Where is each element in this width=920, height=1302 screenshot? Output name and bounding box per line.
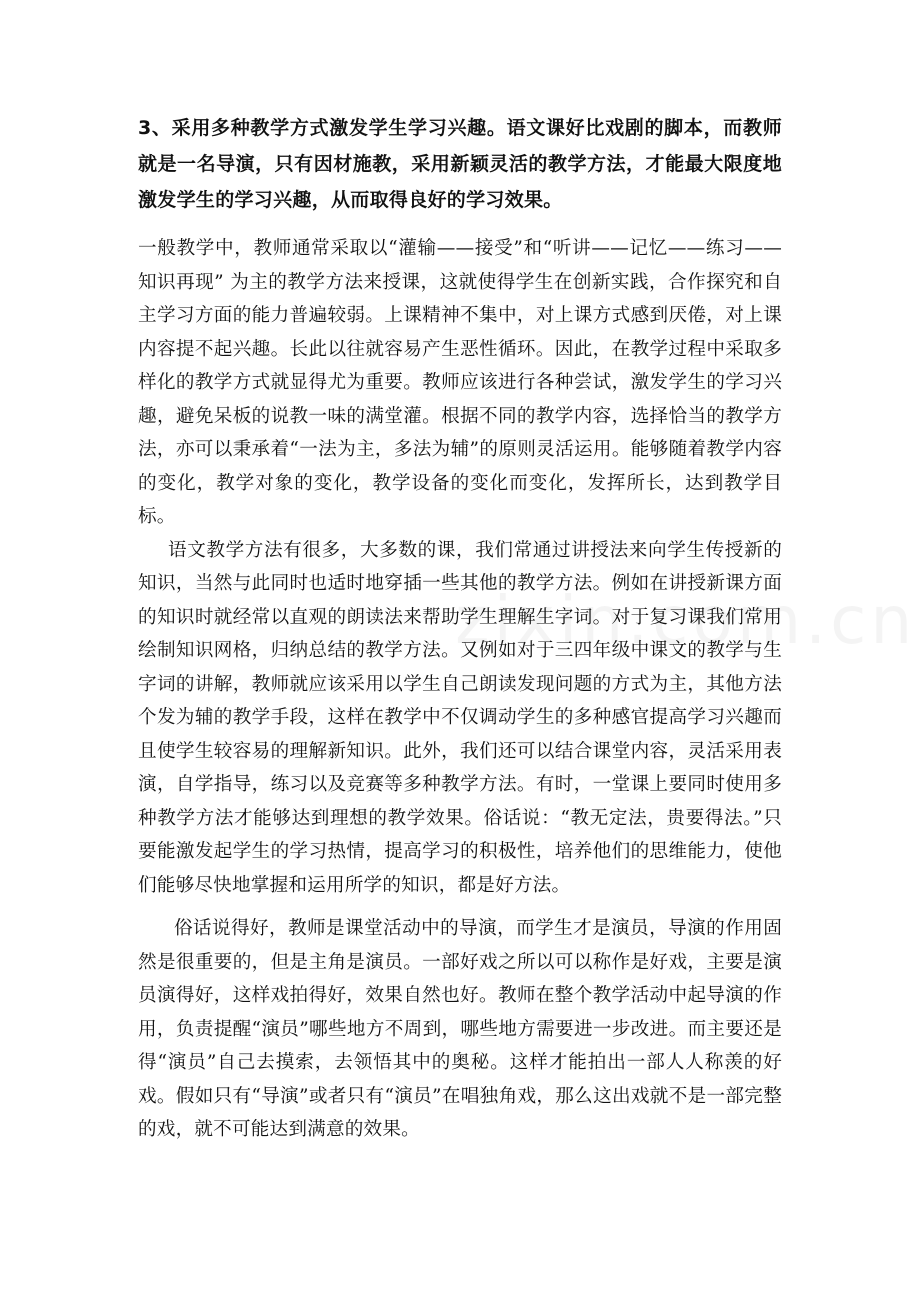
document-page [138,110,782,1147]
section-heading: 3、采用多种教学方式激发学生学习兴趣。语文课好比戏剧的脚本，而教师就是一名导演，只有因材施教，采用新颖灵活的教学方法，才能最大限度地激发学生的学习兴趣，从而取得良好的学习效果。 [138,117,782,211]
paragraph-1: 一般教学中，教师通常采取以“灌输——接受”和“听讲——记忆——练习——知识再现” 为主的教学方法来授课，这就使得学生在创新实践，合作探究和自主学习方面的能力普遍较弱。上课精神不集中，对上课方式感到厌倦，对上课内容提不起兴趣。长此以往就容易产生恶性循环。因此，在教学过程中采取多样化的教学方式就显得尤为重要。教师应该进行各种尝试，激发学生的学习兴趣，避免呆板的说教一味的满堂灌。根据不同的教学内容，选择恰当的教学方法，亦可以秉承着“一法为主，多法为辅”的原则灵活运用。能够随着教学内容的变化，教学对象的变化，教学设备的变化而变化，发挥所长，达到教学目标。 [138,238,782,527]
paragraph-3: 俗话说得好，教师是课堂活动中的导演，而学生才是演员，导演的作用固然是很重要的，但是主角是演员。一部好戏之所以可以称作是好戏，主要是演员演得好，这样戏拍得好，效果自然也好。教师在整个教学活动中起导演的作用，负责提醒“演员”哪些地方不周到，哪些地方需要进一步改进。而主要还是得“演员”自己去摸索，去领悟其中的奥秘。这样才能拍出一部人人称羡的好戏。假如只有“导演”或者只有“演员”在唱独角戏，那么这出戏就不是一部完整的戏，就不可能达到满意的效果。 [138,918,782,1140]
paragraph-2: 语文教学方法有很多，大多数的课，我们常通过讲授法来向学生传授新的知识，当然与此同时也适时地穿插一些其他的教学方法。例如在讲授新课方面的知识时就经常以直观的朗读法来帮助学生理解生字词。对于复习课我们常用绘制知识网格，归纳总结的教学方法。又例如对于三四年级中课文的教学与生字词的讲解，教师就应该采用以学生自己朗读发现问题的方式为主，其他方法个发为辅的教学手段，这样在教学中不仅调动学生的多种感官提高学习兴趣而且使学生较容易的理解新知识。此外，我们还可以结合课堂内容，灵活采用表演，自学指导，练习以及竞赛等多种教学方法。有时，一堂课上要同时使用多种教学方法才能够达到理想的教学效果。俗话说：“教无定法，贵要得法。”只要能激发起学生的学习热情，提高学习的积极性，培养他们的思维能力，使他们能够尽快地掌握和运用所学的知识，都是好方法。 [138,539,782,896]
